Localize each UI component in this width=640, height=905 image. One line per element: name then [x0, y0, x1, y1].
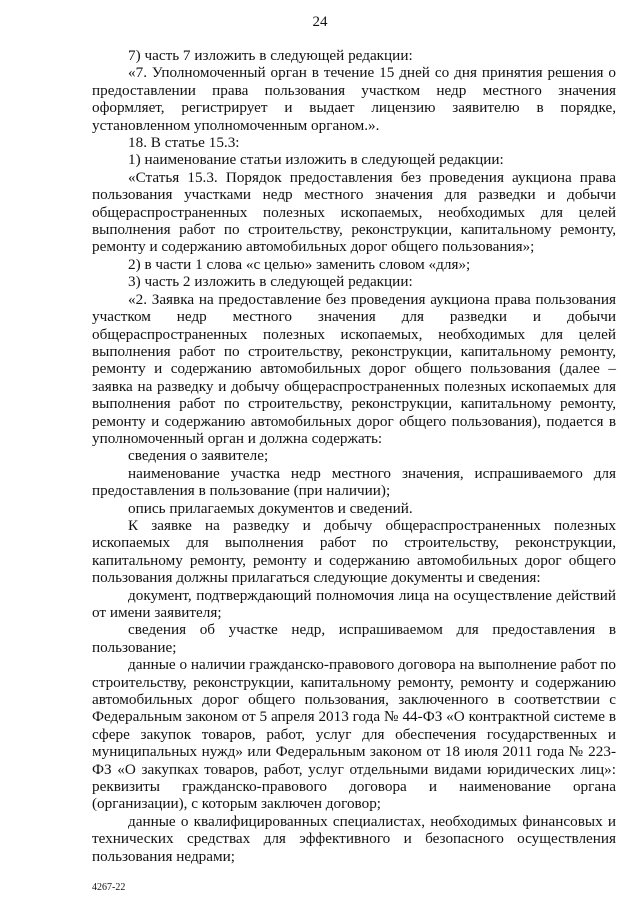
paragraph: 3) часть 2 изложить в следующей редакции:: [128, 273, 413, 291]
paragraph: опись прилагаемых документов и сведений.: [128, 499, 413, 517]
paragraph: наименование участка недр местного значения, испрашиваемого для предоставления в пользование (при наличии);: [92, 464, 616, 500]
paragraph: «7. Уполномоченный орган в течение 15 дней со дня принятия решения о предоставлении права пользования участком недр местного значения оформляет, регистрирует и выдает лицензию заявителю в порядке, установленном уполномоченным органом.».: [92, 64, 616, 134]
paragraph: 1) наименование статьи изложить в следующей редакции:: [128, 151, 504, 169]
paragraph: 2) в части 1 слова «с целью» заменить словом «для»;: [128, 255, 471, 273]
document-code: 4267-22: [92, 882, 126, 893]
paragraph: документ, подтверждающий полномочия лица на осуществление действий от имени заявителя;: [92, 586, 616, 621]
paragraph: «Статья 15.3. Порядок предоставления без проведения аукциона права пользования участками недр местного значения для разведки и добычи общераспространенных полезных ископаемых, необходимых для целей выполнения работ по строительству, реконструкции, капитальному ремонту, ремонту и содержанию автомобильных дорог общего пользования»;: [92, 168, 616, 256]
paragraph: данные о наличии гражданско-правового договора на выполнение работ по строительству, реконструкции, капитальному ремонту, ремонту и содержанию автомобильных дорог общего пользования, заключенного в соответствии с Федеральным законом от 5 апреля 2013 года № 44-ФЗ «О контрактной системе в сфере закупок товаров, работ, услуг для обеспечения государственных и муниципальных нужд» или Федеральным законом от 18 июля 2011 года № 223-ФЗ «О закупках товаров, работ, услуг отдельными видами юридических лиц»: реквизиты гражданско-правового договора и наименование органа (организации), с которым заключен договор;: [92, 656, 616, 813]
paragraph: данные о квалифицированных специалистах, необходимых финансовых и технических средствах для эффективного и безопасного осуществления пользования недрами;: [92, 812, 616, 865]
paragraph: К заявке на разведку и добычу общераспространенных полезных ископаемых для выполнения работ по строительству, реконструкции, капитальному ремонту, ремонту и содержанию автомобильных дорог общего пользования должны прилагаться следующие документы и сведения:: [92, 516, 616, 587]
paragraph: 7) часть 7 изложить в следующей редакции:: [128, 47, 413, 64]
paragraph: сведения о заявителе;: [128, 447, 269, 465]
paragraph: сведения об участке недр, испрашиваемом для предоставления в пользование;: [92, 621, 616, 656]
paragraph: «2. Заявка на предоставление без проведения аукциона права пользования участком недр местного значения для разведки и добычи общераспространенных полезных ископаемых, необходимых для целей выполнения работ по строительству, реконструкции, капитальному ремонту, ремонту и содержанию автомобильных дорог общего пользования (далее – заявка на разведку и добычу общераспространенных полезных ископаемых для выполнения работ по строительству, реконструкции, капитальному ремонту, ремонту и содержанию автомобильных дорог общего пользования), подается в уполномоченный орган и должна содержать:: [92, 290, 616, 447]
document-body: [92, 47, 616, 865]
page-number: 24: [312, 14, 328, 30]
paragraph: 18. В статье 15.3:: [128, 134, 240, 152]
